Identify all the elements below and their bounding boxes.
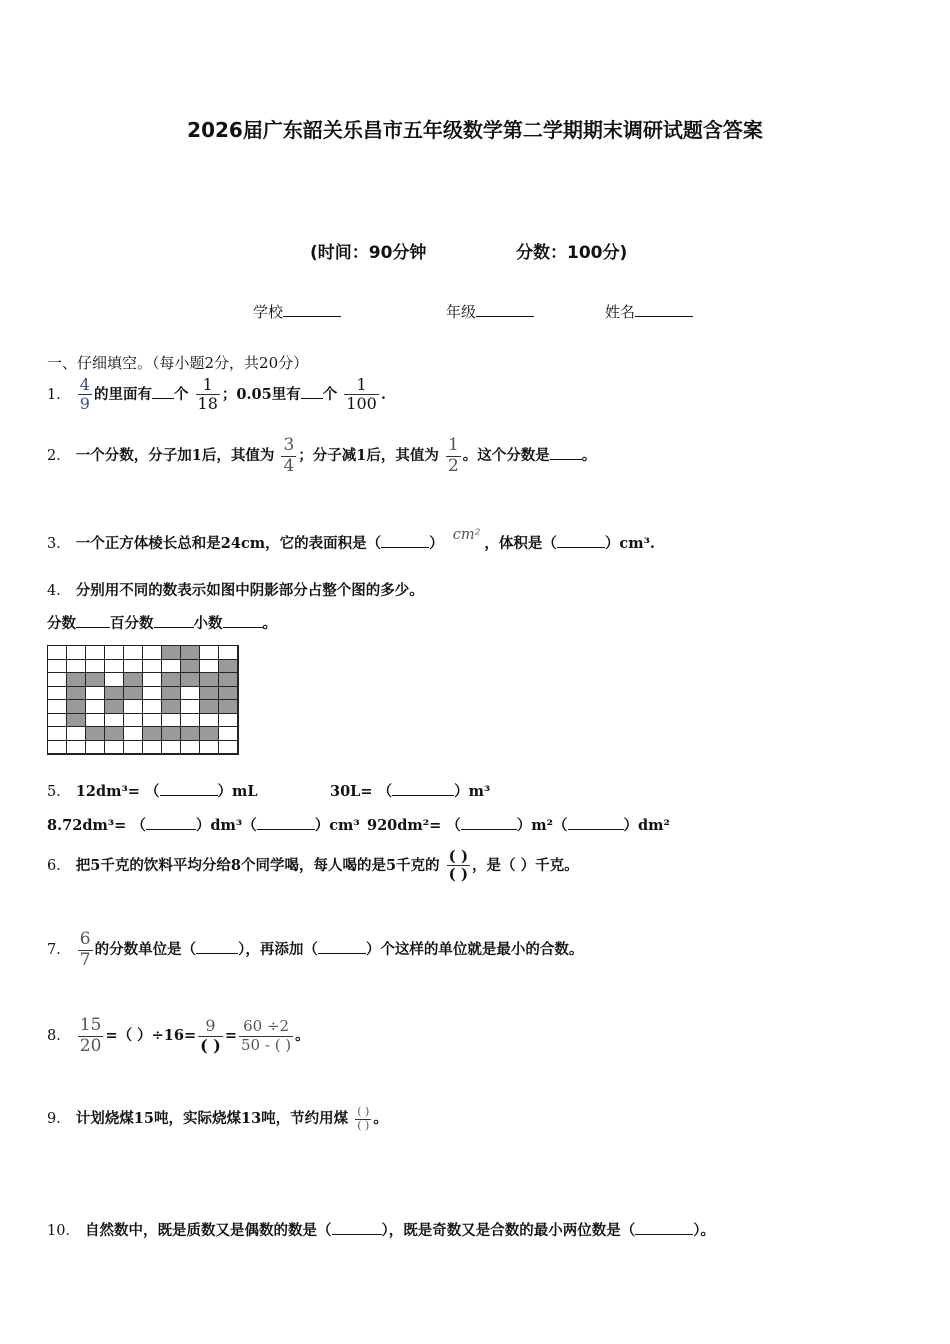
grid-cell	[143, 741, 162, 755]
grid-cell	[124, 660, 143, 674]
grid-cell	[124, 700, 143, 714]
grid-cell	[48, 727, 67, 741]
school-label: 学校	[253, 303, 284, 321]
q3-text-4: ）cm³.	[604, 535, 655, 552]
grid-cell	[143, 660, 162, 674]
grid-cell-shaded	[124, 673, 143, 687]
q9-blank-fraction	[355, 1106, 371, 1132]
q2-number: 2．	[47, 448, 71, 465]
q8-text-2: 。	[295, 1027, 310, 1045]
q7-f-num: 6	[79, 929, 91, 949]
grid-cell	[143, 687, 162, 701]
grid-cell	[143, 714, 162, 728]
q5-d3: ）dm²	[623, 817, 670, 834]
grid-cell	[86, 660, 105, 674]
grid-cell	[105, 741, 124, 755]
q10-text-1: 自然数中，既是质数又是偶数的数是（	[85, 1222, 332, 1239]
question-2	[47, 436, 596, 476]
fraction-4-9	[78, 376, 92, 414]
q9-text-2: 。	[373, 1110, 388, 1128]
grid-cell	[200, 714, 219, 728]
grid-cell	[219, 714, 238, 728]
q2-text-2: ；分子减1后，其值为	[298, 447, 439, 465]
q8-number: 8．	[47, 1028, 71, 1045]
q1-f1-den: 9	[79, 394, 90, 414]
grid-cell-shaded	[162, 727, 181, 741]
q6-number: 6．	[47, 857, 71, 874]
q7-text-2: ），再添加（	[238, 941, 318, 959]
grid-cell	[219, 741, 238, 755]
grid-cell-shaded	[162, 673, 181, 687]
q1-f2-den: 18	[197, 394, 218, 414]
q8-f1-num: 15	[79, 1015, 102, 1035]
grid-cell	[219, 727, 238, 741]
grid-cell	[200, 660, 219, 674]
q9-text-1: 计划烧煤15吨，实际烧煤13吨，节约用煤	[75, 1110, 349, 1128]
grid-cell-shaded	[181, 673, 200, 687]
fraction-1-100	[344, 376, 379, 414]
q6-text-2: ，是（ ）千克。	[472, 856, 579, 874]
question-5-line-2b	[367, 814, 670, 835]
q5-d1: 920dm²= （	[367, 817, 461, 834]
q5-d2: ）m²（	[516, 817, 568, 834]
q10-text-3: ）。	[693, 1222, 716, 1239]
grid-cell	[124, 741, 143, 755]
q3-text-1: 一个正方体棱长总和是24cm，它的表面积是（	[75, 535, 382, 552]
q3-number: 3．	[47, 536, 71, 552]
grid-cell-shaded	[200, 727, 219, 741]
grade-field	[446, 301, 534, 322]
q3-text-2: ）	[429, 535, 444, 552]
question-5-line-1b	[330, 780, 490, 801]
q4-answers	[47, 612, 277, 633]
q6-text-1: 把5千克的饮料平均分给8个同学喝，每人喝的是5千克的	[75, 856, 440, 874]
grade-label: 年级	[446, 303, 477, 321]
grid-cell-shaded	[67, 714, 86, 728]
q5-a2: ）mL	[217, 783, 258, 800]
grid-cell	[67, 646, 86, 660]
q9-number: 9．	[47, 1111, 71, 1128]
question-10	[47, 1219, 715, 1240]
grid-cell	[86, 714, 105, 728]
question-8	[47, 1016, 310, 1056]
grid-cell-shaded	[143, 727, 162, 741]
grid-cell-shaded	[200, 687, 219, 701]
q2-text-3: 。这个分数是	[462, 447, 550, 465]
q6-blank-fraction	[447, 848, 470, 884]
q8-f3-num: 60 ÷2	[239, 1018, 293, 1036]
grid-cell-shaded	[219, 673, 238, 687]
grid-cell	[124, 714, 143, 728]
grid-cell	[143, 673, 162, 687]
grid-cell-shaded	[105, 727, 124, 741]
question-1	[47, 376, 386, 414]
question-3	[47, 527, 655, 553]
q6-f-num: ( )	[448, 847, 469, 865]
q1-f3-num: 1	[344, 376, 379, 395]
q1-text-2: 个	[173, 385, 189, 403]
page-title: 2026届广东韶关乐昌市五年级数学第二学期期末调研试题含答案	[187, 118, 763, 142]
grid-cell	[200, 741, 219, 755]
q5-b1: 30L= （	[330, 783, 393, 800]
grid-cell-shaded	[67, 687, 86, 701]
q4-end: 。	[262, 615, 277, 632]
grid-cell	[162, 660, 181, 674]
question-9	[47, 1106, 388, 1132]
q8-f1-den: 20	[79, 1035, 102, 1056]
q2-text-4: 。	[581, 447, 597, 465]
grid-cell-shaded	[219, 687, 238, 701]
q3-text-3: ，体积是（	[484, 535, 557, 552]
q7-number: 7．	[47, 942, 71, 959]
grid-cell	[48, 741, 67, 755]
grid-cell	[105, 646, 124, 660]
grid-cell-shaded	[86, 727, 105, 741]
q10-number: 10．	[47, 1223, 80, 1239]
grid-cell	[48, 687, 67, 701]
q8-f2-den: ( )	[200, 1035, 221, 1055]
q9-f-den: ( )	[357, 1118, 370, 1132]
q4-decimal-label: 小数	[193, 615, 223, 632]
q4-fraction-label: 分数	[47, 615, 76, 632]
q5-c2: ）dm³（	[195, 817, 257, 834]
q4-percent-label: 百分数	[110, 615, 154, 632]
fraction-1-18	[196, 376, 220, 414]
question-4	[47, 579, 424, 600]
q8-text-1: =（ ）÷16=	[105, 1027, 197, 1045]
shaded-grid-figure	[47, 645, 239, 755]
grid-cell-shaded	[181, 646, 200, 660]
q10-text-2: ），既是奇数又是合数的最小两位数是（	[381, 1222, 636, 1239]
grid-cell-shaded	[162, 687, 181, 701]
grid-cell	[48, 714, 67, 728]
grid-cell-shaded	[200, 673, 219, 687]
q1-text-5: .	[380, 385, 386, 403]
name-label: 姓名	[605, 303, 636, 321]
q1-number: 1．	[47, 386, 71, 403]
fraction-6-7	[78, 930, 93, 970]
grid-cell	[48, 646, 67, 660]
grid-cell-shaded	[162, 700, 181, 714]
grid-cell	[105, 660, 124, 674]
question-5-line-1	[47, 780, 258, 801]
school-field	[253, 301, 341, 322]
q1-f2-num: 1	[196, 376, 220, 395]
exam-time: (时间：90分钟	[310, 243, 427, 263]
grid-cell	[181, 714, 200, 728]
question-5-line-2	[47, 814, 360, 835]
question-7	[47, 930, 583, 970]
grid-cell-shaded	[67, 673, 86, 687]
q7-f-den: 7	[79, 949, 91, 970]
grid-cell	[181, 687, 200, 701]
q8-fraction-60	[239, 1018, 293, 1054]
q2-f2-den: 2	[447, 455, 459, 476]
grid-cell-shaded	[105, 700, 124, 714]
grid-cell-shaded	[162, 646, 181, 660]
grid-cell	[48, 660, 67, 674]
grid-cell	[67, 727, 86, 741]
grid-cell	[219, 646, 238, 660]
q6-f-den: ( )	[448, 865, 469, 884]
grid-cell-shaded	[124, 687, 143, 701]
q4-number: 4．	[47, 583, 71, 599]
q1-f1-num: 4	[79, 375, 90, 394]
grid-cell-shaded	[105, 687, 124, 701]
grid-cell-shaded	[67, 700, 86, 714]
grid-cell	[105, 714, 124, 728]
q2-f2-num: 1	[447, 435, 459, 455]
grid-cell	[200, 646, 219, 660]
grid-cell	[48, 673, 67, 687]
q5-c1: 8.72dm³= （	[47, 817, 146, 834]
grid-cell	[143, 646, 162, 660]
q7-text-1: 的分数单位是（	[94, 941, 197, 959]
q5-b2: ）m³	[454, 783, 491, 800]
grid-cell-shaded	[86, 673, 105, 687]
q7-text-3: ）个这样的单位就是最小的合数。	[365, 941, 584, 959]
grid-cell-shaded	[200, 700, 219, 714]
grid-cell-shaded	[219, 700, 238, 714]
q4-text: 分别用不同的数表示如图中阴影部分占整个图的多少。	[75, 582, 424, 599]
grid-cell-shaded	[181, 727, 200, 741]
q1-text-1: 的里面有	[93, 385, 152, 403]
grid-cell	[105, 673, 124, 687]
grid-cell	[67, 741, 86, 755]
fraction-1-2	[446, 436, 461, 476]
grid-cell	[86, 700, 105, 714]
grid-cell	[48, 700, 67, 714]
q9-f-num: ( )	[357, 1105, 370, 1118]
q5-a1: 12dm³= （	[75, 783, 160, 800]
q5-c3: ）cm³	[314, 817, 360, 834]
q5-number: 5．	[47, 784, 71, 800]
grid-cell	[181, 741, 200, 755]
grid-cell	[86, 646, 105, 660]
grid-cell	[124, 646, 143, 660]
q8-fraction-9	[198, 1017, 223, 1055]
exam-score: 分数：100分)	[516, 243, 628, 263]
q1-f3-den: 100	[346, 394, 377, 414]
grid-cell	[86, 741, 105, 755]
grid-cell	[143, 700, 162, 714]
fraction-3-4	[281, 436, 296, 476]
grid-cell	[67, 660, 86, 674]
q2-text-1: 一个分数，分子加1后，其值为	[75, 447, 275, 465]
q2-f1-den: 4	[283, 455, 295, 476]
grid-cell	[162, 741, 181, 755]
name-field	[605, 301, 693, 322]
grid-cell	[181, 700, 200, 714]
grid-cell-shaded	[181, 660, 200, 674]
grid-cell	[86, 687, 105, 701]
q8-f3-den: 50 - ( )	[241, 1035, 292, 1054]
section-heading: 一、仔细填空。（每小题2分，共20分）	[47, 354, 309, 372]
cm2-unit: cm²	[452, 527, 481, 543]
q1-text-3: ；0.05里有	[221, 385, 301, 403]
grid-cell-shaded	[219, 660, 238, 674]
grid-cell	[162, 714, 181, 728]
question-6	[47, 848, 579, 884]
q8-f2-num: 9	[198, 1017, 223, 1036]
q2-f1-num: 3	[283, 435, 295, 455]
fraction-15-20	[78, 1016, 104, 1056]
grid-cell	[124, 727, 143, 741]
q1-text-4: 个	[322, 385, 338, 403]
q8-eq: =	[224, 1027, 237, 1045]
